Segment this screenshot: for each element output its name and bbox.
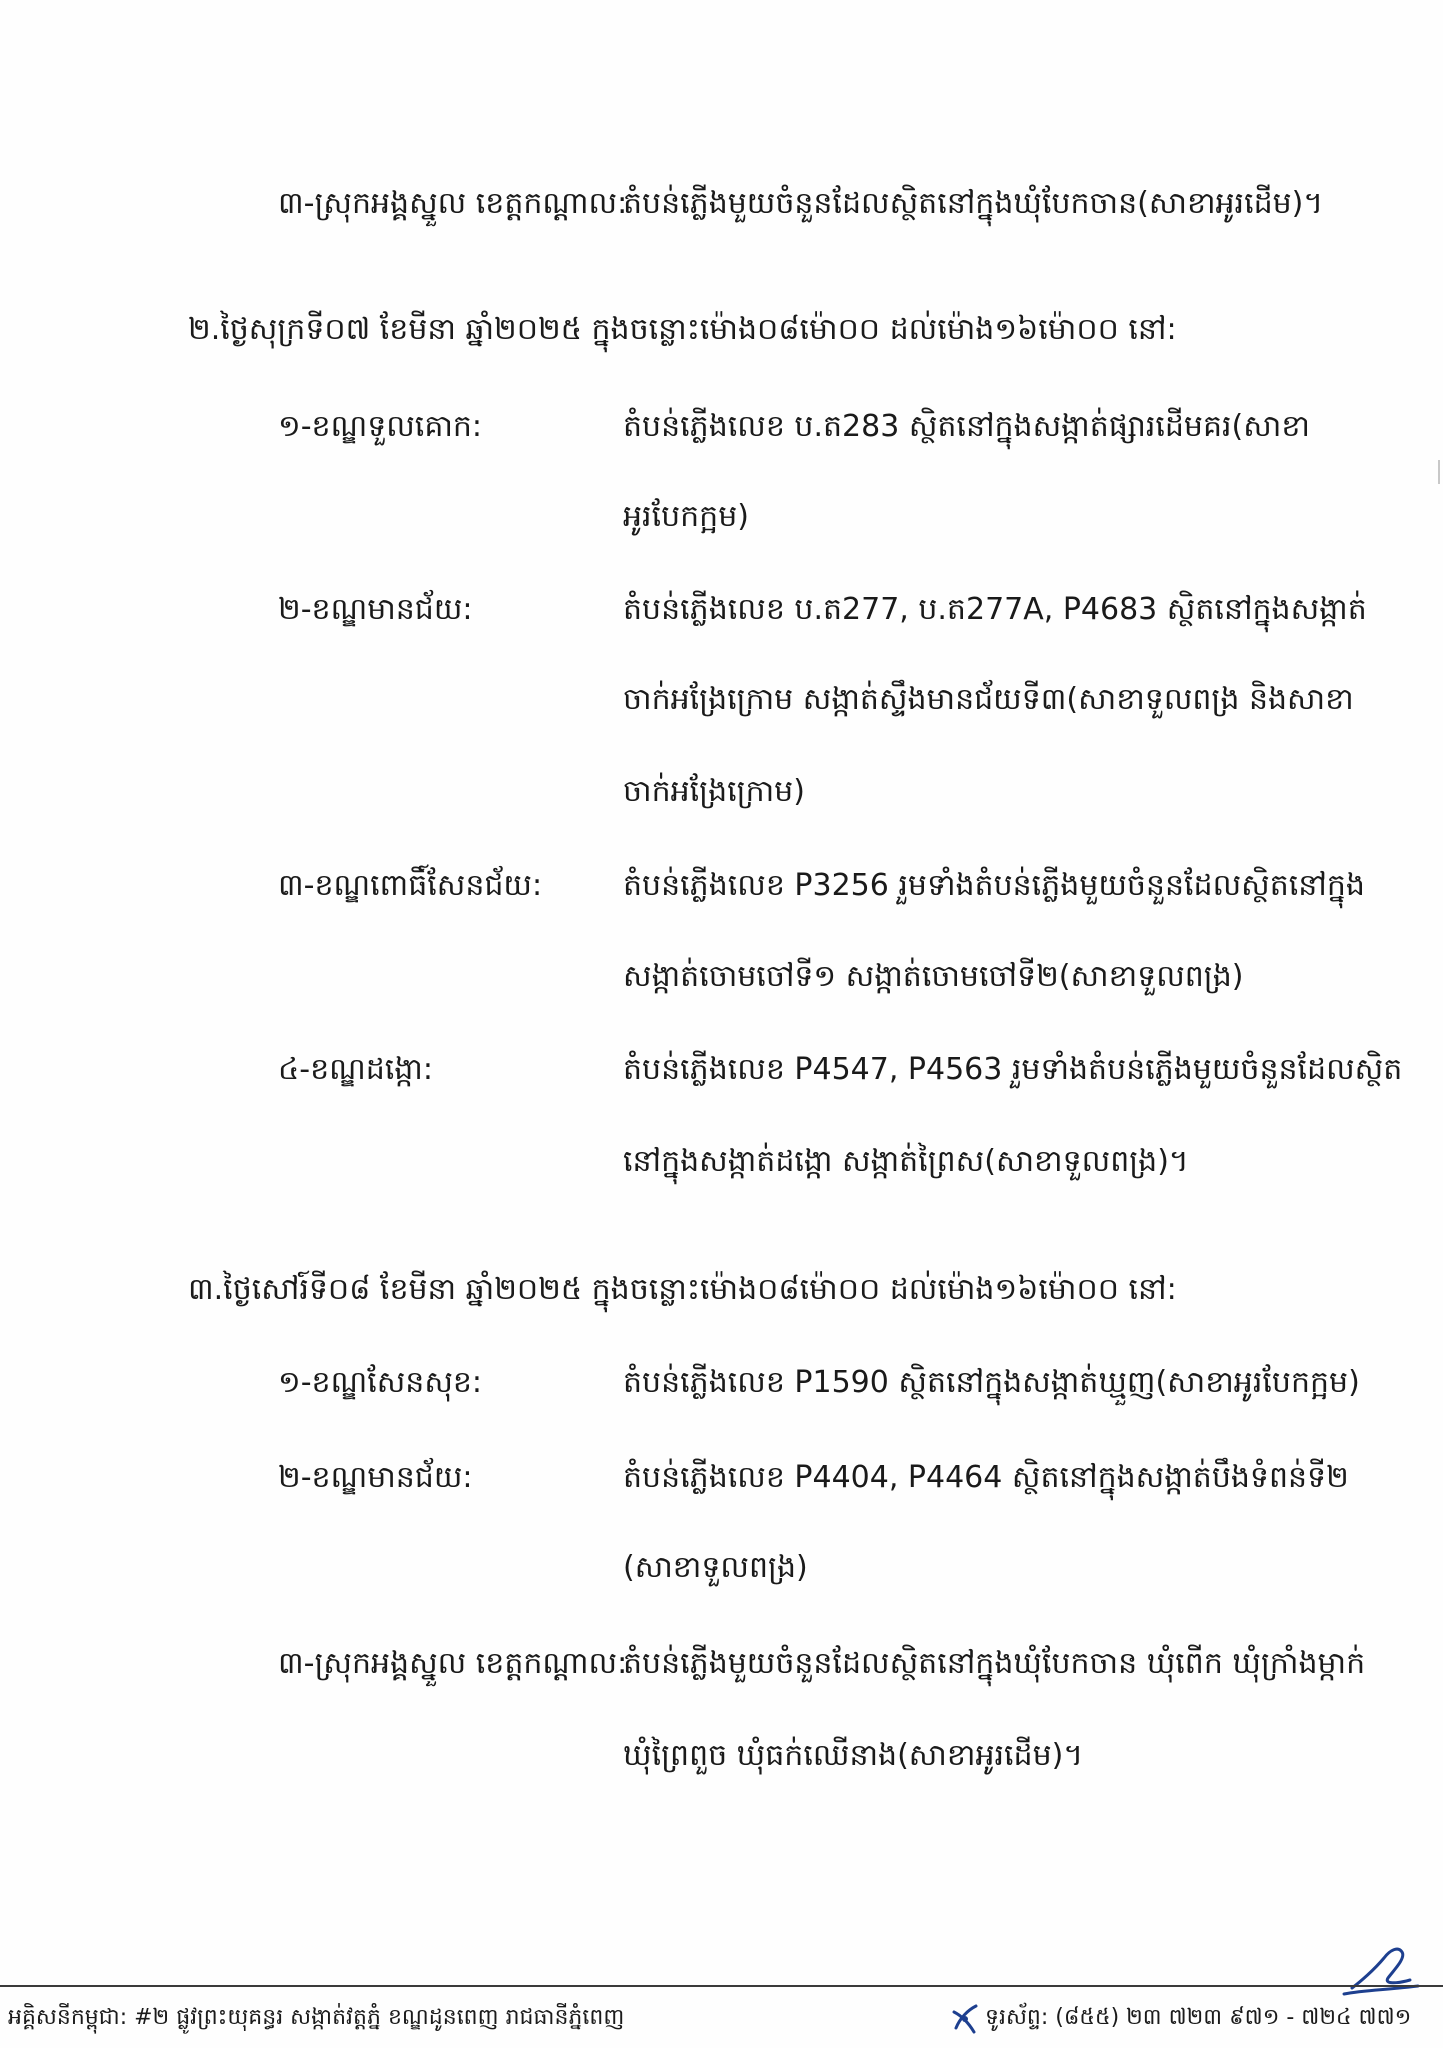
day3-item3-line2: ឃុំព្រៃពួច ឃុំធក់ឈើនាង(សាខាអូរដើម)។ xyxy=(623,1738,1084,1773)
scan-mark xyxy=(1438,460,1440,484)
day3-item2-label: ២-ខណ្ឌមានជ័យ: xyxy=(278,1460,473,1495)
day3-item3-line1: តំបន់ភ្លើងមួយចំនួនដែលស្ថិតនៅក្នុងឃុំបែកចាន ឃុំពើក ឃុំក្រាំងម្កាក់ xyxy=(623,1646,1366,1681)
day2-item3-label: ៣-ខណ្ឌពោធិ៍សែនជ័យ: xyxy=(278,868,543,903)
day2-item4-label: ៤-ខណ្ឌដង្កោ: xyxy=(278,1052,433,1087)
footer-address: អគ្គិសនីកម្ពុជា: #២ ផ្លូវព្រះយុគន្ធរ សង្កាត់វត្តភ្នំ ខណ្ឌដូនពេញ រាជធានីភ្នំពេញ xyxy=(8,2005,625,2030)
day2-item2-line3: ចាក់អង្រែក្រោម) xyxy=(623,774,805,809)
day3-item2-line2: (សាខាទួលពង្រ) xyxy=(623,1550,808,1585)
day2-item3-line2: សង្កាត់ចោមចៅទី១ សង្កាត់ចោមចៅទី២(សាខាទួលពង្រ) xyxy=(623,959,1244,994)
day2-item4-line1: តំបន់ភ្លើងលេខ P4547, P4563 រួមទាំងតំបន់ភ្លើងមួយចំនួនដែលស្ថិត xyxy=(623,1052,1403,1087)
footer-phone: ទូរស័ព្ទ: (៨៥៥) ២៣ ៧២៣ ៩៧១ - ៧២៤ ៧៧១ xyxy=(985,2005,1412,2030)
day2-item4-line2: នៅក្នុងសង្កាត់ដង្កោ សង្កាត់ព្រៃស(សាខាទួលពង្រ)។ xyxy=(623,1144,1189,1179)
day2-heading: ២.ថ្ងៃសុក្រទី០៧ ខែមីនា ឆ្នាំ២០២៥ ក្នុងចន្លោះម៉ោង០៨ម៉ោ០០ ដល់ម៉ោង១៦ម៉ោ០០ នៅ: xyxy=(188,312,1177,347)
day3-item1-label: ១-ខណ្ឌសែនសុខ: xyxy=(278,1365,483,1400)
day2-item2-line2: ចាក់អង្រែក្រោម សង្កាត់ស្ទឹងមានជ័យទី៣(សាខាទួលពង្រ និងសាខា xyxy=(623,682,1354,717)
top-item-label: ៣-ស្រុកអង្គស្នួល ខេត្តកណ្តាល: xyxy=(278,186,628,221)
day3-item2-line1: តំបន់ភ្លើងលេខ P4404, P4464 ស្ថិតនៅក្នុងសង្កាត់បឹងទំពន់ទី២ xyxy=(623,1460,1349,1495)
day2-item1-line1: តំបន់ភ្លើងលេខ ប.ត283 ស្ថិតនៅក្នុងសង្កាត់ផ្សារដើមគរ(សាខា xyxy=(623,409,1310,444)
phone-icon xyxy=(950,2000,980,2036)
top-item-desc: តំបន់ភ្លើងមួយចំនួនដែលស្ថិតនៅក្នុងឃុំបែកចាន(សាខាអូរដើម)។ xyxy=(623,186,1324,221)
day2-item2-line1: តំបន់ភ្លើងលេខ ប.ត277, ប.ត277A, P4683 ស្ថិតនៅក្នុងសង្កាត់ xyxy=(623,592,1367,627)
footer-divider xyxy=(0,1985,1443,1987)
day2-item1-label: ១-ខណ្ឌទួលគោក: xyxy=(278,409,483,444)
signature-initial xyxy=(1340,1940,1420,2000)
day3-item1-line1: តំបន់ភ្លើងលេខ P1590 ស្ថិតនៅក្នុងសង្កាត់ឃ្មួញ(សាខាអូរបែកក្អម) xyxy=(623,1365,1360,1400)
day2-item1-line2: អូរបែកក្អម) xyxy=(623,499,749,534)
day2-item2-label: ២-ខណ្ឌមានជ័យ: xyxy=(278,592,473,627)
day2-item3-line1: តំបន់ភ្លើងលេខ P3256 រួមទាំងតំបន់ភ្លើងមួយចំនួនដែលស្ថិតនៅក្នុង xyxy=(623,868,1365,903)
day3-item3-label: ៣-ស្រុកអង្គស្នួល ខេត្តកណ្តាល: xyxy=(278,1646,628,1681)
day3-heading: ៣.ថ្ងៃសៅរ៍ទី០៨ ខែមីនា ឆ្នាំ២០២៥ ក្នុងចន្លោះម៉ោង០៨ម៉ោ០០ ដល់ម៉ោង១៦ម៉ោ០០ នៅ: xyxy=(188,1272,1177,1307)
